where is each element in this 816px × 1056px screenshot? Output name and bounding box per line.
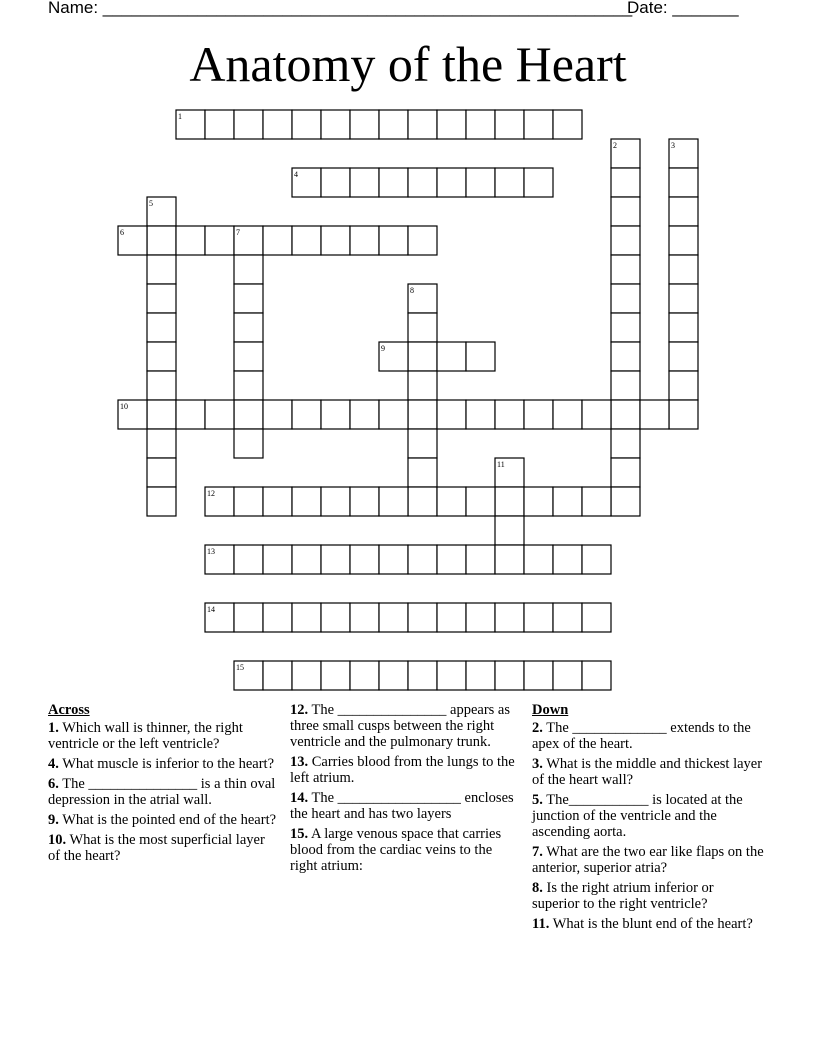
grid-cell[interactable] (234, 371, 263, 400)
grid-cell[interactable] (611, 371, 640, 400)
grid-cell[interactable] (147, 226, 176, 255)
grid-cell[interactable] (321, 110, 350, 139)
clue-number: 6. (48, 776, 59, 792)
grid-cell[interactable] (321, 487, 350, 516)
grid-cell[interactable] (611, 429, 640, 458)
grid-cell[interactable] (553, 400, 582, 429)
grid-cell[interactable] (321, 168, 350, 197)
grid-cell[interactable] (263, 545, 292, 574)
grid-cell[interactable] (263, 661, 292, 690)
grid-cell[interactable] (466, 661, 495, 690)
grid-cell[interactable] (495, 661, 524, 690)
grid-cell[interactable] (234, 545, 263, 574)
grid-cell[interactable] (234, 487, 263, 516)
grid-cell[interactable] (582, 661, 611, 690)
grid-cell[interactable] (466, 603, 495, 632)
grid-cell[interactable] (495, 110, 524, 139)
grid-cell[interactable] (466, 487, 495, 516)
clue-text: What is the middle and thickest layer of the heart wall? (532, 756, 763, 788)
clue-number-label: 6 (120, 228, 124, 237)
grid-cell[interactable] (321, 545, 350, 574)
grid-cell[interactable] (379, 603, 408, 632)
grid-cell[interactable] (263, 400, 292, 429)
clue-number: 14. (290, 790, 309, 806)
grid-cell[interactable] (321, 400, 350, 429)
grid-cell[interactable] (205, 110, 234, 139)
grid-cell[interactable] (350, 168, 379, 197)
grid-cell[interactable] (350, 603, 379, 632)
clue-number-label: 4 (294, 170, 298, 179)
grid-cell[interactable] (437, 110, 466, 139)
grid-cell[interactable] (205, 226, 234, 255)
grid-cell[interactable] (147, 342, 176, 371)
grid-cell[interactable] (437, 487, 466, 516)
grid-cell[interactable] (408, 371, 437, 400)
clue-item (48, 720, 280, 752)
clue-number-label: 13 (207, 547, 215, 556)
clue-item (48, 776, 280, 808)
clue-text: A large venous space that carries blood from the cardiac veins to the right atrium: (290, 826, 502, 874)
across-clues-column-2 (290, 702, 522, 878)
grid-cell[interactable] (408, 603, 437, 632)
grid-cell[interactable] (437, 342, 466, 371)
grid-cell[interactable] (147, 371, 176, 400)
clue-text: What is the blunt end of the heart? (549, 916, 753, 932)
clue-number: 1. (48, 720, 59, 736)
grid-cell[interactable] (234, 429, 263, 458)
grid-cell[interactable] (669, 226, 698, 255)
clue-number: 7. (532, 844, 543, 860)
grid-cell[interactable] (611, 226, 640, 255)
grid-cell[interactable] (582, 603, 611, 632)
grid-cell[interactable] (321, 226, 350, 255)
grid-cell[interactable] (437, 400, 466, 429)
clue-number-label: 14 (207, 605, 215, 614)
grid-cell[interactable] (263, 603, 292, 632)
grid-cell[interactable] (495, 516, 524, 545)
clue-text: What is the pointed end of the heart? (58, 812, 277, 828)
clue-number-label: 2 (613, 141, 617, 150)
clue-number-label: 1 (178, 112, 182, 121)
grid-cell[interactable] (524, 168, 553, 197)
grid-cell[interactable] (379, 400, 408, 429)
grid-cell[interactable] (408, 168, 437, 197)
clue-item (532, 792, 764, 840)
grid-cell[interactable] (582, 400, 611, 429)
grid-cell[interactable] (321, 603, 350, 632)
grid-cell[interactable] (611, 400, 640, 429)
clue-number-label: 5 (149, 199, 153, 208)
grid-cell[interactable] (611, 168, 640, 197)
clue-number: 3. (532, 756, 543, 772)
grid-cell[interactable] (408, 110, 437, 139)
grid-cell[interactable] (350, 110, 379, 139)
grid-cell[interactable] (495, 168, 524, 197)
grid-cell[interactable] (524, 400, 553, 429)
clue-text: What are the two ear like flaps on the anterior, superior atria? (532, 844, 764, 876)
clue-item (532, 844, 764, 876)
across-clues-column (48, 702, 280, 868)
grid-cell[interactable] (263, 226, 292, 255)
grid-cell[interactable] (437, 603, 466, 632)
grid-cell[interactable] (524, 545, 553, 574)
grid-cell[interactable] (234, 255, 263, 284)
grid-cell[interactable] (408, 313, 437, 342)
grid-cell[interactable] (408, 661, 437, 690)
grid-cell[interactable] (640, 400, 669, 429)
grid-cell[interactable] (611, 342, 640, 371)
across-clue-list (48, 720, 280, 864)
grid-cell[interactable] (321, 661, 350, 690)
grid-cell[interactable] (408, 400, 437, 429)
grid-cell[interactable] (669, 342, 698, 371)
grid-cell[interactable] (292, 226, 321, 255)
grid-cell[interactable] (582, 545, 611, 574)
grid-cell[interactable] (495, 603, 524, 632)
clue-number: 13. (290, 754, 309, 770)
clue-number-label: 11 (497, 460, 505, 469)
clue-number-label: 10 (120, 402, 128, 411)
clue-text: Which wall is thinner, the right ventricle or the left ventricle? (48, 720, 243, 752)
grid-cell[interactable] (669, 284, 698, 313)
clue-text: The___________ is located at the junction of the ventricle and the ascending aorta. (532, 792, 743, 840)
grid-cell[interactable] (292, 487, 321, 516)
across-heading: Across (48, 702, 90, 718)
clue-number: 9. (48, 812, 59, 828)
grid-cell[interactable] (611, 255, 640, 284)
clue-number-label: 3 (671, 141, 675, 150)
grid-cell[interactable] (350, 661, 379, 690)
grid-cell[interactable] (408, 342, 437, 371)
clue-number: 15. (290, 826, 309, 842)
grid-cell[interactable] (292, 110, 321, 139)
grid-cell[interactable] (669, 197, 698, 226)
grid-cell[interactable] (466, 545, 495, 574)
grid-cell[interactable] (379, 226, 408, 255)
clue-text: Carries blood from the lungs to the left atrium. (290, 754, 515, 786)
grid-cell[interactable] (234, 342, 263, 371)
clue-number: 4. (48, 756, 59, 772)
grid-cell[interactable] (234, 400, 263, 429)
grid-cell[interactable] (350, 487, 379, 516)
grid-cell[interactable] (524, 487, 553, 516)
grid-cell[interactable] (292, 400, 321, 429)
clue-text: The _________________ encloses the heart and has two layers (290, 790, 514, 822)
grid-cell[interactable] (408, 226, 437, 255)
clue-text: What muscle is inferior to the heart? (58, 756, 275, 772)
down-clue-list (532, 720, 764, 932)
grid-cell[interactable] (292, 603, 321, 632)
clue-text: The _______________ appears as three small cusps between the right ventricle and the pulmonary trunk. (290, 702, 511, 750)
grid-cell[interactable] (495, 545, 524, 574)
across-clue-list-2 (290, 702, 522, 874)
grid-cell[interactable] (466, 400, 495, 429)
grid-cell[interactable] (147, 429, 176, 458)
clue-item (290, 826, 522, 874)
grid-cell[interactable] (176, 400, 205, 429)
grid-cell[interactable] (147, 255, 176, 284)
clue-item (290, 702, 522, 750)
grid-cell[interactable] (350, 400, 379, 429)
grid-cell[interactable] (350, 545, 379, 574)
clue-item (290, 790, 522, 822)
grid-cell[interactable] (553, 661, 582, 690)
date-field-label[interactable]: Date: _______ (627, 0, 739, 17)
clue-number-label: 12 (207, 489, 215, 498)
clue-text: Is the right atrium inferior or superior to the right ventricle? (532, 880, 714, 912)
grid-cell[interactable] (147, 400, 176, 429)
clue-number: 2. (532, 720, 543, 736)
grid-cell[interactable] (669, 255, 698, 284)
grid-cell[interactable] (669, 168, 698, 197)
clue-text: The _____________ extends to the apex of the heart. (532, 720, 751, 752)
grid-cell[interactable] (582, 487, 611, 516)
grid-cell[interactable] (466, 110, 495, 139)
clue-number: 11. (532, 916, 550, 932)
grid-cell[interactable] (147, 284, 176, 313)
grid-cell[interactable] (408, 545, 437, 574)
down-clues-column (532, 702, 764, 936)
clue-item (48, 756, 280, 772)
clue-item (532, 756, 764, 788)
grid-cell[interactable] (147, 487, 176, 516)
name-field-label[interactable]: Name: ________________________________________________________ (48, 0, 633, 17)
clue-number: 12. (290, 702, 309, 718)
clue-number: 5. (532, 792, 543, 808)
grid-cell[interactable] (437, 545, 466, 574)
grid-cell[interactable] (263, 487, 292, 516)
down-heading: Down (532, 702, 569, 718)
grid-cell[interactable] (234, 284, 263, 313)
grid-cell[interactable] (669, 400, 698, 429)
grid-cell[interactable] (524, 603, 553, 632)
grid-cell[interactable] (553, 603, 582, 632)
clue-text: The _______________ is a thin oval depression in the atrial wall. (48, 776, 276, 808)
grid-cell[interactable] (611, 487, 640, 516)
grid-cell[interactable] (524, 110, 553, 139)
clue-number-label: 9 (381, 344, 385, 353)
clue-text: What is the most superficial layer of the heart? (48, 832, 265, 864)
clue-item (532, 916, 764, 932)
clue-item (290, 754, 522, 786)
grid-cell[interactable] (466, 168, 495, 197)
grid-cell[interactable] (263, 110, 292, 139)
grid-cell[interactable] (553, 545, 582, 574)
grid-cell[interactable] (611, 313, 640, 342)
grid-cell[interactable] (292, 545, 321, 574)
grid-cell[interactable] (611, 284, 640, 313)
clue-number: 10. (48, 832, 67, 848)
grid-cell[interactable] (379, 545, 408, 574)
grid-cell[interactable] (408, 429, 437, 458)
grid-cell[interactable] (466, 342, 495, 371)
grid-cell[interactable] (553, 487, 582, 516)
grid-cell[interactable] (234, 110, 263, 139)
grid-cell[interactable] (495, 400, 524, 429)
grid-cell[interactable] (379, 487, 408, 516)
grid-cell[interactable] (147, 313, 176, 342)
clue-item (48, 812, 280, 828)
grid-cell[interactable] (437, 661, 466, 690)
grid-cell[interactable] (524, 661, 553, 690)
grid-cell[interactable] (379, 168, 408, 197)
grid-cell[interactable] (408, 458, 437, 487)
grid-cell[interactable] (553, 110, 582, 139)
grid-cell[interactable] (495, 487, 524, 516)
grid-cell[interactable] (350, 226, 379, 255)
grid-cell[interactable] (292, 661, 321, 690)
grid-cell[interactable] (669, 313, 698, 342)
grid-cell[interactable] (611, 197, 640, 226)
clue-number-label: 7 (236, 228, 240, 237)
grid-cell[interactable] (176, 226, 205, 255)
page-title: Anatomy of the Heart (189, 36, 627, 92)
clue-item (532, 880, 764, 912)
grid-cell[interactable] (408, 487, 437, 516)
clue-item (48, 832, 280, 864)
grid-cell[interactable] (205, 400, 234, 429)
grid-cell[interactable] (234, 313, 263, 342)
grid-cell[interactable] (379, 110, 408, 139)
grid-cell[interactable] (437, 168, 466, 197)
clue-number-label: 15 (236, 663, 244, 672)
grid-cell[interactable] (669, 371, 698, 400)
grid-cell[interactable] (147, 458, 176, 487)
clue-number: 8. (532, 880, 543, 896)
clue-item (532, 720, 764, 752)
grid-cell[interactable] (611, 458, 640, 487)
grid-cell[interactable] (379, 661, 408, 690)
clue-number-label: 8 (410, 286, 414, 295)
grid-cell[interactable] (234, 603, 263, 632)
